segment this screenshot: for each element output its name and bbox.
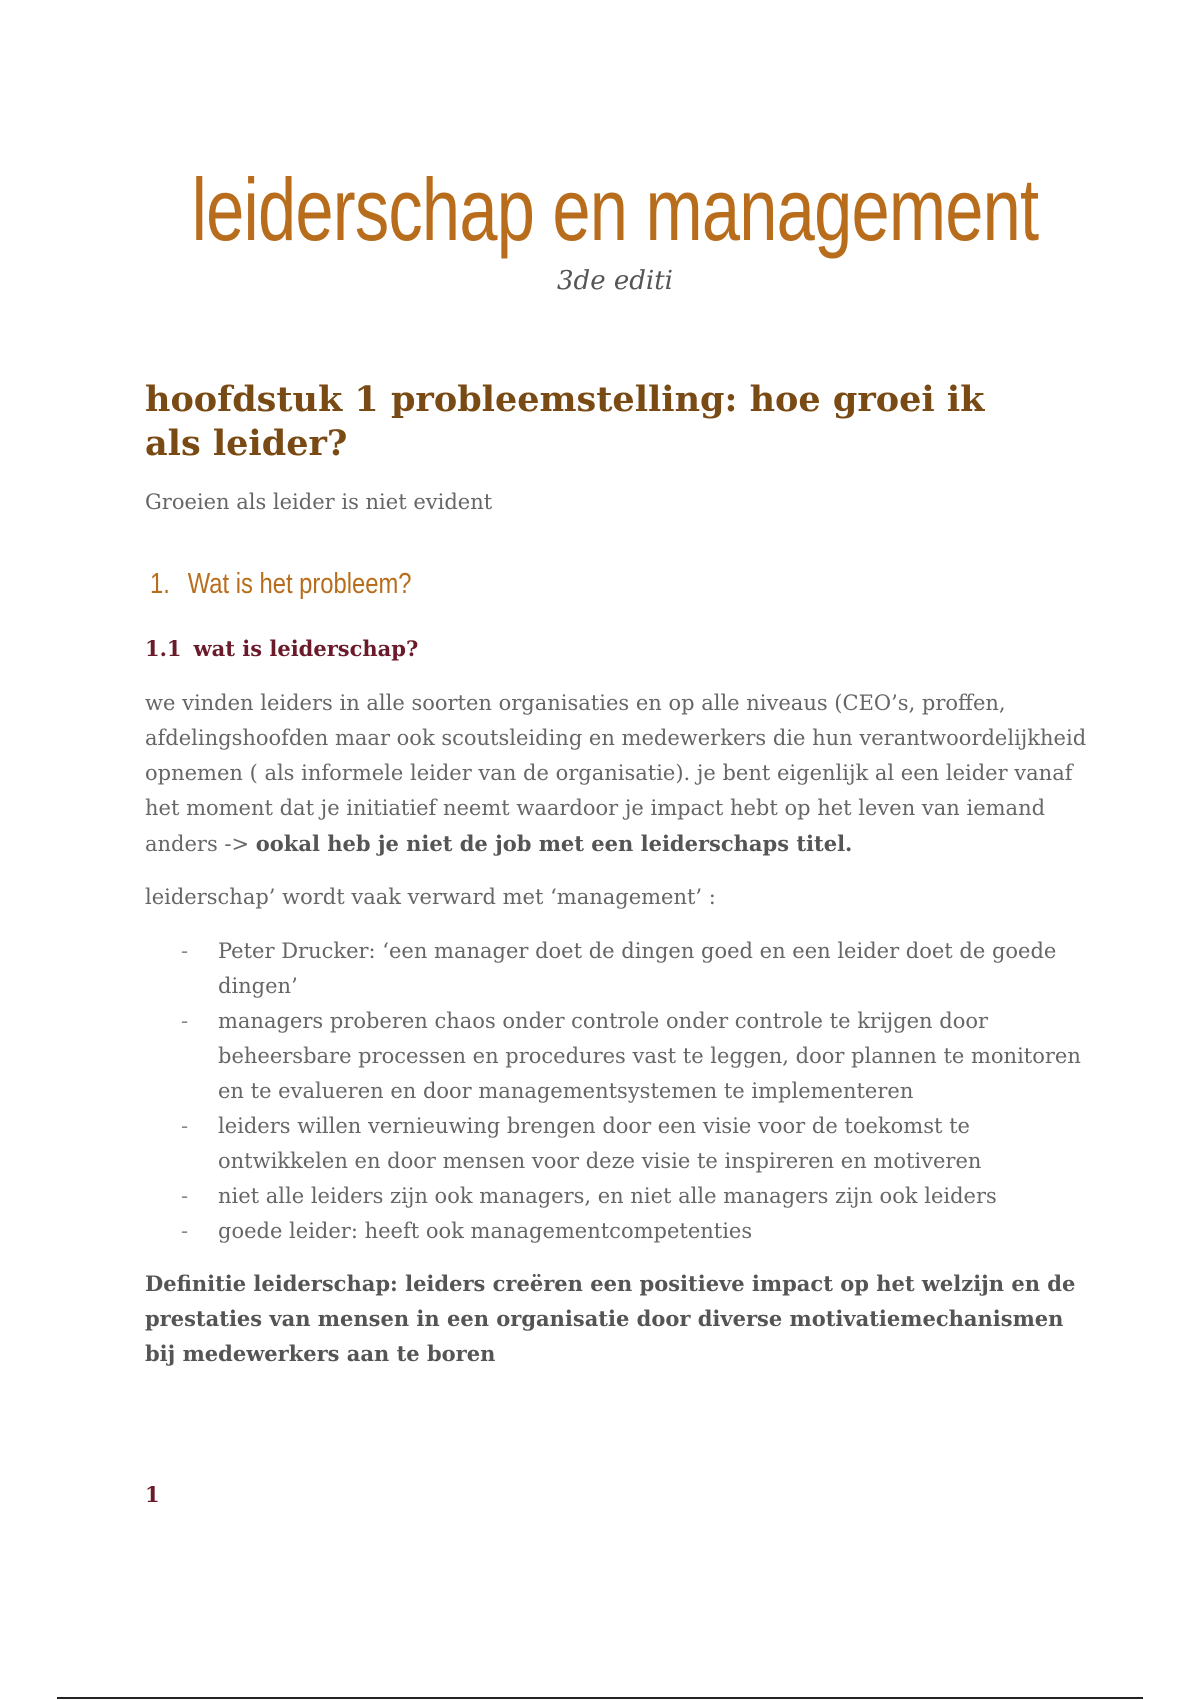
intro-text: Groeien als leider is niet evident	[145, 490, 493, 514]
list-item-text: niet alle leiders zijn ook managers, en niet alle managers zijn ook leiders	[218, 1184, 997, 1208]
section-number: 1.	[150, 568, 170, 600]
list-item	[145, 1179, 1095, 1214]
paragraph-management: leiderschap’ wordt vaak verward met ‘management’ :	[145, 885, 716, 909]
subsection-title: wat is leiderschap?	[193, 636, 419, 661]
bullet-marker: -	[181, 1219, 189, 1243]
list-item	[145, 1214, 1095, 1249]
subsection-heading	[145, 636, 418, 661]
section-title: Wat is het probleem?	[187, 568, 412, 600]
list-item	[145, 1109, 1095, 1179]
bullet-marker: -	[181, 939, 189, 963]
bottom-divider	[57, 1697, 1143, 1699]
section-heading	[150, 568, 412, 601]
definition-paragraph: Definitie leiderschap: leiders creëren een positieve impact op het welzijn en de prestaties van mensen in een organisatie door diverse motivatiemechanismen bij medewerkers aan te boren	[145, 1271, 1076, 1366]
list-item-text: leiders willen vernieuwing brengen door een visie voor de toekomst te ontwikkelen en door mensen voor deze visie te inspireren en motiveren	[218, 1114, 982, 1173]
bullet-list	[145, 934, 1095, 1249]
list-item-text: managers proberen chaos onder controle onder controle te krijgen door beheersbare processen en procedures vast te leggen, door plannen te monitoren en te evalueren en door managementsystemen te implementeren	[218, 1009, 1081, 1103]
paragraph-leaders-text: we vinden leiders in alle soorten organisaties en op alle niveaus (CEO’s, proffen, afdelingshoofden maar ook scoutsleiding en medewerkers die hun verantwoordelijkheid opnemen ( als informele leider van de organisatie). je bent eigenlijk al een leider vanaf het moment dat je initiatief neemt waardoor je impact hebt op het leven van iemand anders ->	[145, 691, 1087, 856]
subsection-number: 1.1	[145, 636, 182, 661]
document-subtitle: 3de editi	[557, 266, 673, 296]
bullet-marker: -	[181, 1009, 189, 1033]
list-item-text: goede leider: heeft ook managementcompetenties	[218, 1219, 753, 1243]
list-item-text: Peter Drucker: ‘een manager doet de dingen goed en een leider doet de goede dingen’	[218, 939, 1057, 998]
paragraph-leaders	[145, 686, 1095, 862]
document-title: leiderschap en management	[191, 160, 1039, 259]
page-number: 1	[145, 1482, 160, 1507]
paragraph-leaders-emphasis: ookal heb je niet de job met een leiderschaps titel.	[255, 831, 853, 856]
chapter-heading: hoofdstuk 1 probleemstelling: hoe groei ik als leider?	[145, 379, 985, 464]
list-item	[145, 934, 1095, 1004]
list-item	[145, 1004, 1095, 1109]
bullet-marker: -	[181, 1184, 189, 1208]
bullet-marker: -	[181, 1114, 189, 1138]
